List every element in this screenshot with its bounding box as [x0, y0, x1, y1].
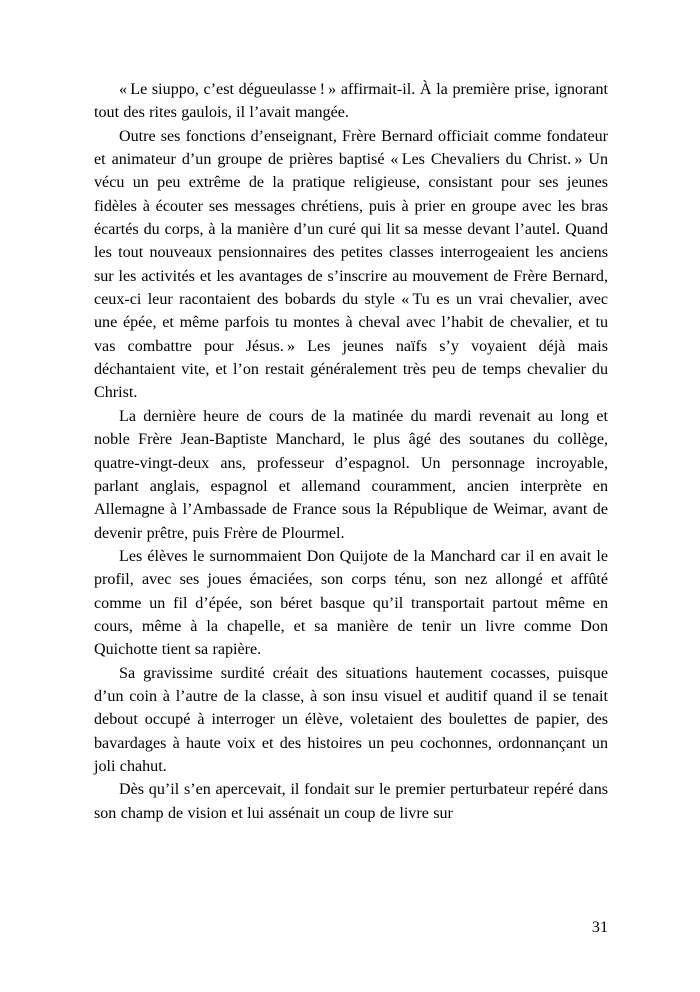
- page-number: 31: [591, 919, 608, 936]
- paragraph: Outre ses fonctions d’enseignant, Frère Bernard officiait comme fondateur et animateur d’un groupe de prières baptisé « Les Chevaliers du Christ. » Un vécu un peu extrême de la pratique religieuse, consistant pour ses jeunes fidèles à écouter ses messages chrétiens, puis à prier en groupe avec les bras écartés du corps, à la manière d’un curé qui lit sa messe devant l’autel. Quand les tout nouveaux pensionnaires des petites classes interrogeaient les anciens sur les activités et les avantages de s’inscrire au mouvement de Frère Bernard, ceux-ci leur racontaient des bobards du style « Tu es un vrai chevalier, avec une épée, et même parfois tu montes à cheval avec l’habit de chevalier, et tu vas combattre pour Jésus. » Les jeunes naïfs s’y voyaient déjà mais déchantaient vite, et l’on restait généralement très peu de temps chevalier du Christ.: [94, 127, 608, 402]
- paragraph: Les élèves le surnommaient Don Quijote de la Manchard car il en avait le profil, avec ses joues émaciées, son corps ténu, son nez allongé et affûté comme un fil d’épée, son béret basque qu’il transportait partout même en cours, même à la chapelle, et sa manière de tenir un livre comme Don Quichotte tient sa rapière.: [94, 547, 608, 659]
- paragraph: La dernière heure de cours de la matinée du mardi revenait au long et noble Frère Jean-Baptiste Manchard, le plus âgé des soutanes du collège, quatre-vingt-deux ans, professeur d’espagnol. Un personnage incroyable, parlant anglais, espagnol et allemand couramment, ancien interprète en Allemagne à l’Ambassade de France sous la République de Weimar, avant de devenir prêtre, puis Frère de Plourmel.: [94, 407, 608, 542]
- paragraph: Sa gravissime surdité créait des situations hautement cocasses, puisque d’un coin à l’autre de la classe, à son insu visuel et auditif quand il se tenait debout occupé à interroger un élève, voletaient des boulettes de papier, des bavardages à haute voix et des histoires un peu cochonnes, ordonnançant un joli chahut.: [94, 664, 608, 775]
- paragraph: Dès qu’il s’en apercevait, il fondait sur le premier perturbateur repéré dans son champ de vision et lui assénait un coup de livre sur: [94, 781, 608, 822]
- paragraph: « Le siuppo, c’est dégueulasse ! » affirmait-il. À la première prise, ignorant tout des rites gaulois, il l’avait mangée.: [94, 81, 608, 122]
- body-text-block: [94, 78, 608, 825]
